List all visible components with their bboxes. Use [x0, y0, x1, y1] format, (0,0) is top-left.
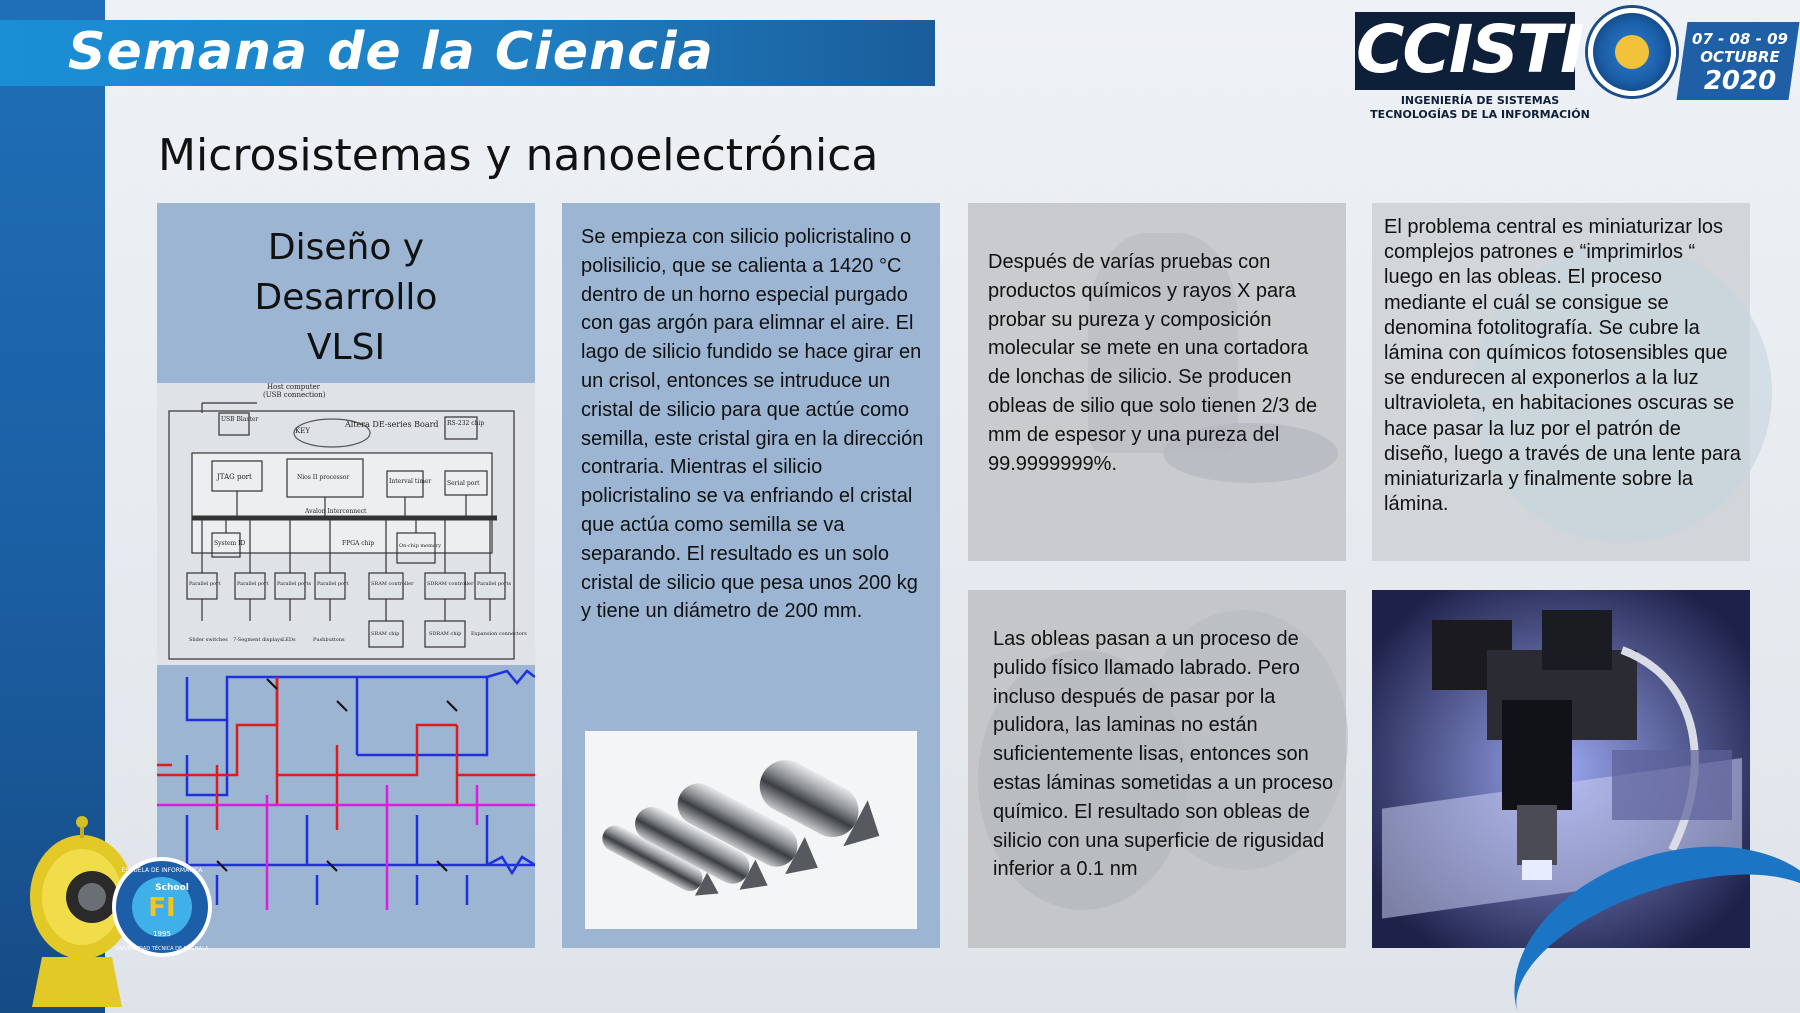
banner-title: Semana de la Ciencia: [68, 22, 714, 82]
slide-title: Microsistemas y nanoelectrónica: [158, 130, 879, 181]
event-month: OCTUBRE: [1700, 48, 1780, 66]
diagram-label-host-sub: (USB connection): [263, 391, 326, 399]
silicon-crystal-panel: [562, 203, 940, 948]
diagram-label-rs232: RS-232 chip: [447, 420, 485, 427]
logo-text: CCISTI: [1356, 11, 1583, 88]
badge-letters: FI: [148, 893, 176, 923]
badge-year: 1995: [153, 930, 171, 938]
diagram-label-nios: Nios II processor: [297, 474, 350, 481]
vlsi-title-line-1: Diseño y: [267, 227, 425, 268]
diagram-label-board: Altera DE-series Board: [345, 420, 439, 429]
diagram-label-sdram: SDRAM chip: [429, 631, 462, 637]
silicon-process-text: Se empieza con silicio policristalino o polisilicio, que se calienta a 1420 °C dentro de un horno especial purgado con gas argón para elimnar el aire. El lago de silicio fundido se hace girar en un crisol, entonces se intruduce un cristal de silicio para que actúe como semilla, este cristal gira en la dirección contraria. Mientras el silicio policristalino se va enfriando el cristal que actúa como semilla se va separando. El resultado es un solo cristal de silicio que pesa unos 200 kg y tiene un diámetro de 200 mm.: [581, 226, 924, 623]
diagram-label-fpga: FPGA chip: [342, 540, 375, 547]
event-year: 2020: [1703, 66, 1777, 96]
photolithography-text: El problema central es miniaturizar los complejos patrones e “imprimirlos “ luego en las obleas. El proceso mediante el cuál se consigue se denomina fotolitografía. Se cubre la lámina con químicos fotosensibles que se endurecen al exponerlos a la luz ultravioleta, en habitaciones oscuras se hace pasar la luz por el patrón de diseño, luego a través de una lente para miniaturizarla y finalmente sobre la lámina.: [1384, 216, 1741, 516]
diagram-label-pp4: Parallel port: [317, 581, 349, 587]
diagram-label-exp: Expansion connectors: [471, 631, 527, 637]
diagram-label-usb: USB Blaster: [221, 416, 259, 423]
diagram-label-sram: SRAM chip: [371, 631, 400, 637]
diagram-label-sdram-ctrl: SDRAM controller: [427, 581, 474, 587]
badge-bottom-text: UNIVERSIDAD TÉCNICA DE MACHALA: [115, 946, 209, 952]
diagram-label-jtag: JTAG port: [217, 473, 252, 481]
vlsi-panel: [157, 203, 535, 948]
silicon-ingots-image: [585, 731, 917, 929]
photolithography-panel: [1372, 203, 1750, 561]
mascot-robot: [12, 812, 212, 1012]
vlsi-title: [157, 223, 535, 373]
university-seal-icon: [1588, 8, 1676, 96]
logo-subtitle-2: TECNOLOGÍAS DE LA INFORMACIÓN: [1370, 108, 1590, 121]
vlsi-title-line-3: VLSI: [306, 327, 386, 368]
diagram-label-key: KEY: [295, 427, 310, 435]
logo-subtitle-1: INGENIERÍA DE SISTEMAS: [1400, 94, 1560, 107]
diagram-label-slider: Slider switches: [189, 637, 228, 643]
diagram-label-push: Pushbuttons: [313, 637, 345, 643]
fpga-block-diagram: [157, 383, 535, 665]
diagram-label-bus: Avalon Interconnect: [305, 508, 367, 515]
vlsi-title-line-2: Desarrollo: [254, 277, 438, 318]
diagram-label-seg: 7-Segment displays: [233, 637, 283, 643]
wafer-cutting-panel: [968, 203, 1346, 561]
diagram-label-host: Host computer: [267, 383, 321, 391]
badge-top-text: ESCUELA DE INFORMÁTICA: [121, 867, 203, 874]
diagram-label-pp5: Parallel ports: [477, 581, 512, 587]
event-days: 07 - 08 - 09: [1692, 30, 1788, 48]
diagram-label-onchip: On-chip memory: [399, 543, 442, 549]
diagram-label-leds: LEDs: [282, 637, 296, 643]
diagram-label-serial: Serial port: [447, 480, 480, 487]
badge-school: School: [155, 883, 189, 893]
diagram-label-interval: Interval timer: [389, 478, 432, 485]
diagram-label-sysid: System ID: [214, 540, 246, 547]
diagram-label-pp3: Parallel ports: [277, 581, 312, 587]
polishing-panel: [968, 590, 1346, 948]
diagram-label-sram-ctrl: SRAM controller: [371, 581, 414, 587]
diagram-label-pp1: Parallel port: [189, 581, 221, 587]
diagram-label-pp2: Parallel port: [237, 581, 269, 587]
polishing-text: Las obleas pasan a un proceso de pulido físico llamado labrado. Pero incluso después de pasar por la pulidora, las laminas no están suficientemente lisas, entonces son estas láminas sometidas a un proceso químico. El resultado son obleas de silicio con una superficie de rigusidad inferior a 0.1 nm: [993, 628, 1334, 881]
circuit-schematic: [157, 665, 535, 948]
wafer-cut-text: Después de varías pruebas con productos químicos y rayos X para probar su pureza y composición molecular se mete en una cortadora de lonchas de silicio. Se producen obleas de silio que solo tienen 2/3 de mm de espesor y una pureza del 99.9999999%.: [988, 251, 1318, 475]
